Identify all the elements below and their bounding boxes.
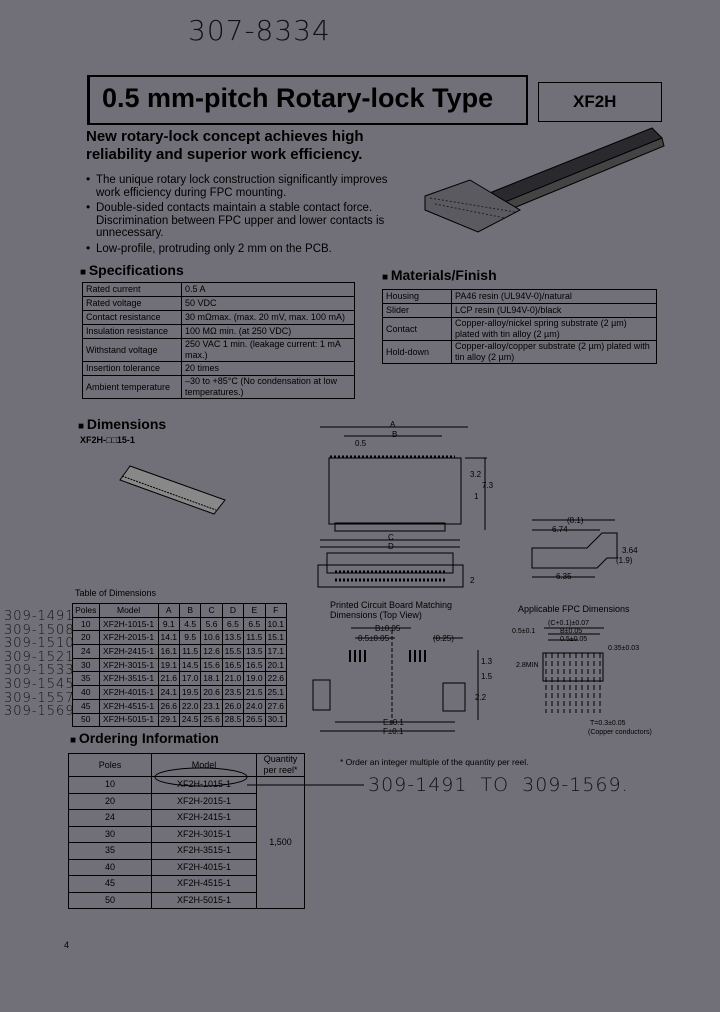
- spec-value: –30 to +85°C (No condensation at low temperatures.): [182, 376, 355, 399]
- material-part: Slider: [383, 304, 452, 318]
- dim-cell: 40: [73, 686, 100, 700]
- dim-row: [73, 686, 287, 700]
- spec-label: Insulation resistance: [83, 325, 182, 339]
- dim-row: [73, 645, 287, 659]
- connector-photo: [425, 128, 664, 232]
- dim-cell: 15.5: [222, 645, 243, 659]
- dim-cell: 18.1: [201, 672, 222, 686]
- pcb-label-gap: (0.25): [433, 634, 454, 643]
- dim-cell: 24.0: [244, 699, 265, 713]
- dim-row: [73, 699, 287, 713]
- handwritten-code: 309-1510: [4, 636, 75, 652]
- handwritten-code: 309-1491: [4, 609, 75, 624]
- dim-cell: 16.1: [158, 645, 179, 659]
- pcb-label-f: F±0.1: [383, 727, 404, 736]
- fpc-label-b: B±0.05: [560, 628, 583, 635]
- material-part: Hold-down: [383, 341, 452, 364]
- spec-label: Insertion tolerance: [83, 362, 182, 376]
- dim-label-b: B: [392, 430, 398, 439]
- order-poles: 30: [69, 826, 152, 843]
- spec-row: [83, 339, 355, 362]
- order-poles: 50: [69, 892, 152, 909]
- dim-cell: 17.0: [179, 672, 200, 686]
- pcb-label-1-3: 1.3: [481, 657, 493, 666]
- dim-label-6-35: 6.35: [556, 572, 572, 581]
- spec-row: [83, 297, 355, 311]
- dim-label-d: D: [388, 542, 394, 551]
- dim-cell: 14.1: [158, 631, 179, 645]
- dim-cell: 19.1: [158, 658, 179, 672]
- dim-cell: 9.1: [158, 617, 179, 631]
- dim-cell: XF2H-2415-1: [99, 645, 158, 659]
- dim-row: [73, 672, 287, 686]
- ordering-table: [68, 753, 305, 909]
- dim-label-pitch: 0.5: [355, 439, 367, 448]
- dim-cell: 30.1: [265, 713, 286, 727]
- dim-cell: XF2H-3015-1: [99, 658, 158, 672]
- dim-row: [73, 713, 287, 727]
- fpc-label-c: (C+0.1)±0.07: [548, 620, 590, 627]
- dim-cell: 4.5: [179, 617, 200, 631]
- dim-label-3-2: 3.2: [470, 470, 482, 479]
- dim-cell: 6.5: [222, 617, 243, 631]
- spec-row: [83, 325, 355, 339]
- dim-label-1-9: (1.9): [616, 556, 633, 565]
- dim-col-header: A: [158, 604, 179, 618]
- specifications-table: [82, 282, 355, 399]
- order-poles: 10: [69, 777, 152, 794]
- spec-label: Contact resistance: [83, 311, 182, 325]
- dim-cell: 6.5: [244, 617, 265, 631]
- dim-cell: 24: [73, 645, 100, 659]
- dim-cell: 20.1: [265, 658, 286, 672]
- dim-label-c: C: [388, 533, 394, 542]
- dim-cell: 10: [73, 617, 100, 631]
- handwritten-code: 309-1533: [4, 663, 75, 679]
- feature-item: • Double-sided contacts maintain a stable contact force. Discrimination between FPC upper and lower contacts is unnecessary.: [88, 202, 388, 240]
- pcb-label-1-5: 1.5: [481, 672, 493, 681]
- order-model: XF2H-1015-1: [152, 777, 257, 794]
- dim-cell: XF2H-1015-1: [99, 617, 158, 631]
- material-spec: PA46 resin (UL94V-0)/natural: [452, 290, 657, 304]
- dim-cell: 30: [73, 658, 100, 672]
- col-model: Model: [152, 754, 257, 777]
- dim-cell: 13.5: [244, 645, 265, 659]
- dim-col-header: Poles: [73, 604, 100, 618]
- order-poles: 40: [69, 859, 152, 876]
- dim-cell: 11.5: [244, 631, 265, 645]
- dim-cell: 10.1: [265, 617, 286, 631]
- dim-cell: 27.6: [265, 699, 286, 713]
- col-poles: Poles: [69, 754, 152, 777]
- dim-row: [73, 658, 287, 672]
- dim-cell: 20.6: [201, 686, 222, 700]
- dim-cell: 26.6: [158, 699, 179, 713]
- dim-cell: 28.5: [222, 713, 243, 727]
- handwritten-code: 309-1569: [4, 704, 75, 720]
- dim-cell: 16.5: [244, 658, 265, 672]
- order-poles: 20: [69, 793, 152, 810]
- spec-label: Ambient temperature: [83, 376, 182, 399]
- dim-cell: 13.5: [222, 631, 243, 645]
- dim-cell: 23.1: [201, 699, 222, 713]
- title-box: [87, 75, 528, 125]
- order-model: XF2H-3515-1: [152, 843, 257, 860]
- fpc-title: Applicable FPC Dimensions: [518, 604, 630, 614]
- spec-row: [83, 283, 355, 297]
- ordering-heading: ■ Ordering Information: [70, 730, 219, 746]
- col-quantity: Quantity per reel*: [257, 754, 305, 777]
- page-number: 4: [64, 940, 70, 950]
- dim-cell: 21.6: [158, 672, 179, 686]
- dim-cell: 45: [73, 699, 100, 713]
- spec-row: [83, 376, 355, 399]
- connector-iso-drawing: [120, 466, 225, 514]
- dim-cell: 19.5: [179, 686, 200, 700]
- model-code: XF2H: [573, 92, 617, 111]
- dim-cell: XF2H-2015-1: [99, 631, 158, 645]
- fpc-label-thickness: T=0.3±0.05: [590, 720, 626, 727]
- order-poles: 24: [69, 810, 152, 827]
- order-quantity: 1,500: [257, 777, 305, 909]
- spec-value: 50 VDC: [182, 297, 355, 311]
- order-poles: 45: [69, 876, 152, 893]
- materials-heading: ■ Materials/Finish: [382, 267, 497, 283]
- fpc-label-edge: 0.5±0.1: [512, 628, 536, 635]
- dim-cell: 23.5: [222, 686, 243, 700]
- spec-label: Rated current: [83, 283, 182, 297]
- fpc-label-width: 0.35±0.03: [608, 645, 640, 652]
- dimensions-table-title: Table of Dimensions: [75, 588, 157, 598]
- handwritten-part-code: 307-8334: [188, 14, 331, 47]
- side-view-drawing: [532, 520, 617, 577]
- dim-cell: 25.6: [201, 713, 222, 727]
- materials-table: [382, 289, 657, 364]
- fpc-label-pitch: 0.5±0.05: [560, 636, 588, 643]
- spec-value: 100 MΩ min. (at 250 VDC): [182, 325, 355, 339]
- dim-col-header: Model: [99, 604, 158, 618]
- lead-text: New rotary-lock concept achieves high reliability and superior work efficiency.: [86, 128, 364, 163]
- pcb-label-e: E±0.1: [383, 718, 404, 727]
- dim-cell: 19.0: [244, 672, 265, 686]
- dim-cell: 14.5: [179, 658, 200, 672]
- handwritten-range-note: 309-1491 TO 309-1569.: [368, 774, 629, 796]
- feature-list: [88, 174, 388, 258]
- dimensions-heading: ■ Dimensions: [78, 416, 166, 432]
- material-row: [383, 304, 657, 318]
- order-model: XF2H-4015-1: [152, 859, 257, 876]
- dim-cell: 17.1: [265, 645, 286, 659]
- dim-cell: 21.5: [244, 686, 265, 700]
- part-number-label: XF2H-□□15-1: [80, 435, 135, 445]
- pcb-label-pitch: 0.5±0.05: [358, 634, 390, 643]
- handwritten-code: 309-1521: [4, 649, 75, 665]
- material-spec: Copper-alloy/nickel spring substrate (2 µm) plated with tin alloy (2 µm): [452, 318, 657, 341]
- material-part: Contact: [383, 318, 452, 341]
- material-row: [383, 290, 657, 304]
- dim-cell: 11.5: [179, 645, 200, 659]
- spec-label: Rated voltage: [83, 297, 182, 311]
- dim-cell: 12.6: [201, 645, 222, 659]
- dim-row: [73, 617, 287, 631]
- dim-cell: 21.0: [222, 672, 243, 686]
- dim-cell: 24.1: [158, 686, 179, 700]
- material-row: [383, 341, 657, 364]
- pcb-pattern-drawing: [313, 628, 478, 731]
- handwritten-code: 309-1557: [4, 690, 75, 706]
- material-part: Housing: [383, 290, 452, 304]
- dim-cell: XF2H-3515-1: [99, 672, 158, 686]
- material-spec: LCP resin (UL94V-0)/black: [452, 304, 657, 318]
- dimensions-table: [72, 603, 287, 727]
- spec-row: [83, 362, 355, 376]
- dim-col-header: B: [179, 604, 200, 618]
- dim-cell: 15.1: [265, 631, 286, 645]
- order-model: XF2H-2415-1: [152, 810, 257, 827]
- dim-cell: XF2H-5015-1: [99, 713, 158, 727]
- dim-cell: 15.6: [201, 658, 222, 672]
- dim-row: [73, 631, 287, 645]
- model-box: [538, 82, 662, 122]
- spec-value: 250 VAC 1 min. (leakage current: 1 mA max.): [182, 339, 355, 362]
- dim-cell: 5.6: [201, 617, 222, 631]
- dim-label-2: 2: [470, 576, 475, 585]
- dim-cell: 10.6: [201, 631, 222, 645]
- feature-item: • Low-profile, protruding only 2 mm on the PCB.: [88, 243, 388, 256]
- handwritten-code: 309-1545: [4, 676, 75, 692]
- dim-label-3-64: 3.64: [622, 546, 638, 555]
- dim-cell: 29.1: [158, 713, 179, 727]
- pcb-label-b: B±0.05: [375, 624, 401, 633]
- dim-col-header: E: [244, 604, 265, 618]
- order-row: [69, 777, 305, 794]
- dim-cell: 22.6: [265, 672, 286, 686]
- dim-cell: 20: [73, 631, 100, 645]
- handwritten-stock-codes: [4, 610, 75, 719]
- dim-cell: 35: [73, 672, 100, 686]
- handwritten-code: 309-1508: [4, 622, 75, 638]
- dim-cell: 26.0: [222, 699, 243, 713]
- pcb-title: Printed Circuit Board Matching Dimensions (Top View): [330, 600, 453, 620]
- dim-label-1: 1: [474, 492, 479, 501]
- order-model: XF2H-4515-1: [152, 876, 257, 893]
- dim-cell: XF2H-4015-1: [99, 686, 158, 700]
- spec-value: 0.5 A: [182, 283, 355, 297]
- spec-value: 30 mΩmax. (max. 20 mV, max. 100 mA): [182, 311, 355, 325]
- specifications-heading: ■ Specifications: [80, 262, 184, 278]
- material-spec: Copper-alloy/copper substrate (2 µm) plated with tin alloy (2 µm): [452, 341, 657, 364]
- dim-label-8-1: (8.1): [567, 516, 584, 525]
- dim-label-6-74: 6.74: [552, 525, 568, 534]
- dim-label-7-3: 7.3: [482, 481, 494, 490]
- order-poles: 35: [69, 843, 152, 860]
- order-model: XF2H-3015-1: [152, 826, 257, 843]
- dim-cell: 9.5: [179, 631, 200, 645]
- order-model: XF2H-5015-1: [152, 892, 257, 909]
- front-view-drawing: [318, 427, 487, 587]
- spec-value: 20 times: [182, 362, 355, 376]
- dim-cell: XF2H-4515-1: [99, 699, 158, 713]
- dim-cell: 16.5: [222, 658, 243, 672]
- feature-item: • The unique rotary lock construction significantly improves work efficiency during FPC mounting.: [88, 174, 388, 199]
- material-row: [383, 318, 657, 341]
- spec-label: Withstand voltage: [83, 339, 182, 362]
- ordering-note: * Order an integer multiple of the quantity per reel.: [340, 757, 529, 767]
- dim-cell: 25.1: [265, 686, 286, 700]
- dim-cell: 50: [73, 713, 100, 727]
- pcb-label-2-2: 2.2: [475, 693, 487, 702]
- dim-cell: 26.5: [244, 713, 265, 727]
- dim-label-a: A: [390, 420, 396, 429]
- dim-col-header: F: [265, 604, 286, 618]
- dim-cell: 24.5: [179, 713, 200, 727]
- spec-row: [83, 311, 355, 325]
- order-model: XF2H-2015-1: [152, 793, 257, 810]
- fpc-label-conductors: (Copper conductors): [588, 729, 652, 736]
- dim-cell: 22.0: [179, 699, 200, 713]
- page-title: 0.5 mm-pitch Rotary-lock Type: [102, 83, 494, 113]
- dim-col-header: C: [201, 604, 222, 618]
- fpc-label-min: 2.8MIN: [516, 662, 539, 669]
- dim-col-header: D: [222, 604, 243, 618]
